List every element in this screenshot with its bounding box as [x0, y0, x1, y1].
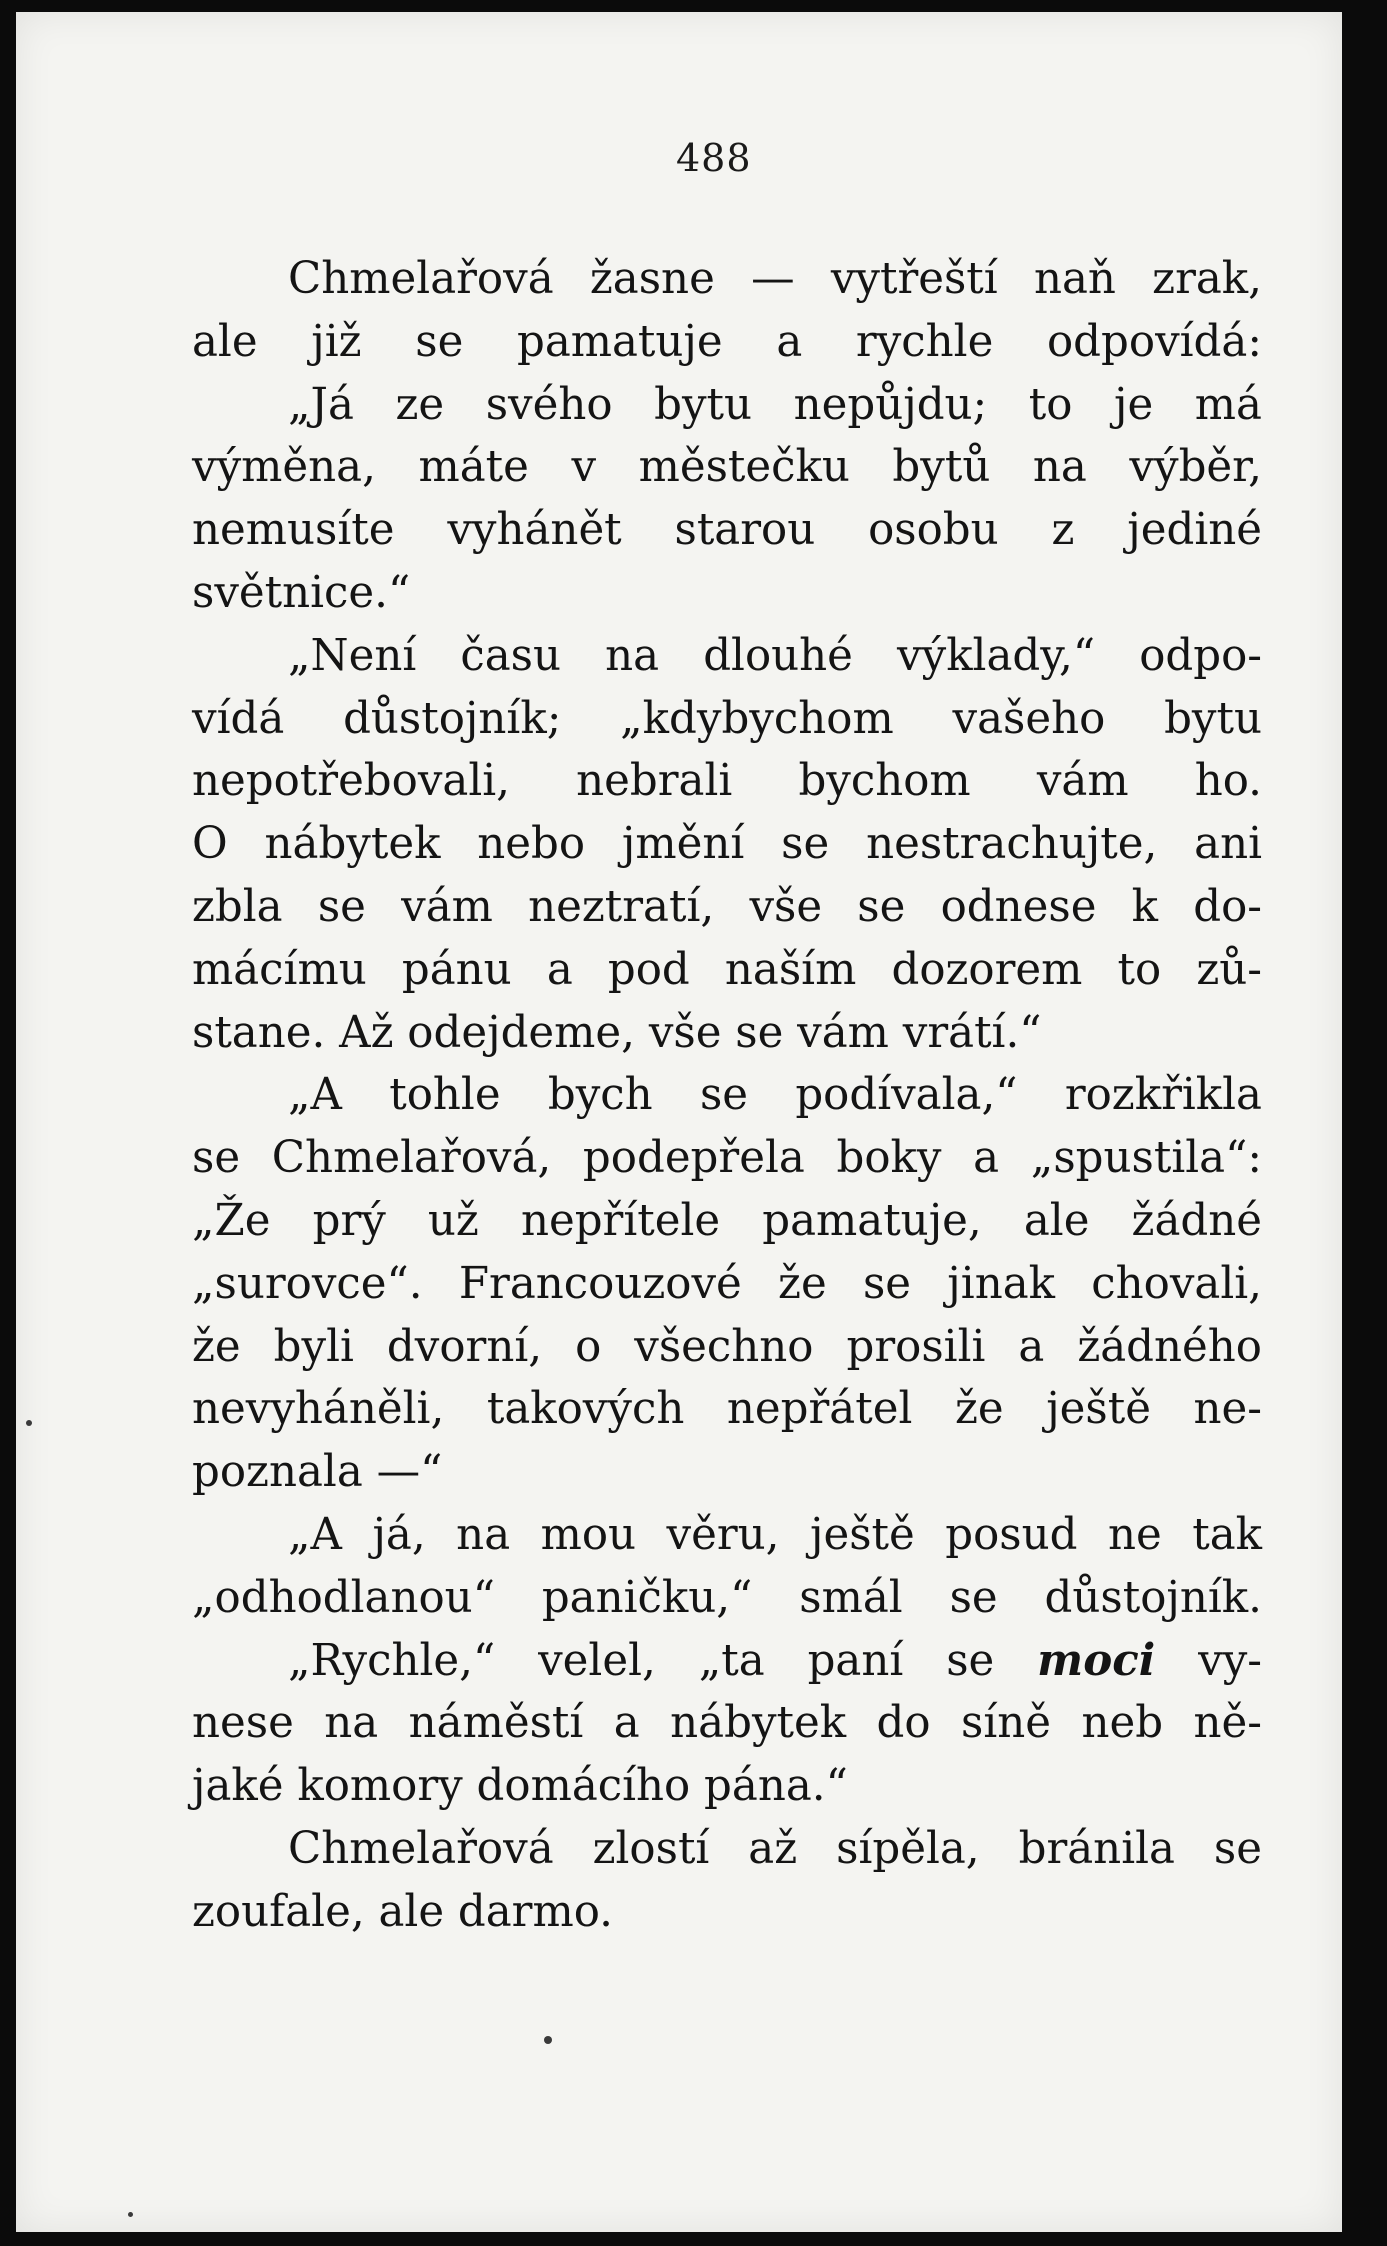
text-segment: vy- — [1198, 1635, 1262, 1686]
text-line: nepotřebovali, nebrali bychom vám ho. — [192, 756, 1262, 807]
text-line: mácímu pánu a pod naším dozorem to zů- — [192, 944, 1262, 995]
text-line: nemusíte vyhánět starou osobu z jediné — [192, 505, 1262, 556]
text-line: světnice.“ — [192, 567, 411, 618]
text-line: ale již se pamatuje a rychle odpovídá: — [192, 316, 1262, 367]
text-line: „Že prý už nepřítele pamatuje, ale žádné — [192, 1195, 1262, 1246]
print-speck — [128, 2212, 133, 2217]
page-number: 488 — [676, 136, 752, 180]
text-line: zbla se vám neztratí, vše se odnese k do- — [192, 881, 1262, 932]
text-line: „A tohle bych se podívala,“ rozkřikla — [288, 1070, 1262, 1121]
text-line: poznala —“ — [192, 1447, 443, 1498]
text-line: O nábytek nebo jmění se nestrachujte, ani — [192, 819, 1262, 870]
text-line: „surovce“. Francouzové že se jinak chovali, — [192, 1258, 1262, 1309]
book-page — [16, 12, 1342, 2232]
print-speck — [26, 1420, 32, 1426]
print-speck — [544, 2036, 552, 2044]
text-line: „Není času na dlouhé výklady,“ odpo- — [288, 630, 1262, 681]
text-line: nese na náměstí a nábytek do síně neb ně- — [192, 1698, 1262, 1749]
text-line: vídá důstojník; „kdybychom vašeho bytu — [192, 693, 1262, 744]
text-line: „odhodlanou“ paničku,“ smál se důstojník. — [192, 1572, 1262, 1623]
text-line: „A já, na mou věru, ještě posud ne tak — [288, 1509, 1262, 1560]
text-line: se Chmelařová, podepřela boky a „spustila“: — [192, 1133, 1262, 1184]
text-line — [192, 1630, 1262, 1693]
text-line: jaké komory domácího pána.“ — [192, 1761, 848, 1812]
text-line: Chmelařová zlostí až sípěla, bránila se — [288, 1823, 1262, 1874]
text-line: že byli dvorní, o všechno prosili a žádného — [192, 1321, 1262, 1372]
text-line: zoufale, ale darmo. — [192, 1886, 613, 1937]
text-segment: „Rychle,“ velel, „ta paní se — [288, 1635, 995, 1686]
text-line: nevyháněli, takových nepřátel že ještě ne- — [192, 1384, 1262, 1435]
text-line: Chmelařová žasne — vytřeští naň zrak, — [288, 254, 1262, 304]
body-text — [192, 248, 1262, 1944]
text-line: stane. Až odejdeme, vše se vám vrátí.“ — [192, 1007, 1042, 1058]
text-line: výměna, máte v městečku bytů na výběr, — [192, 442, 1262, 493]
emphasized-word: moci — [1037, 1634, 1156, 1686]
text-line: „Já ze svého bytu nepůjdu; to je má — [288, 379, 1262, 430]
